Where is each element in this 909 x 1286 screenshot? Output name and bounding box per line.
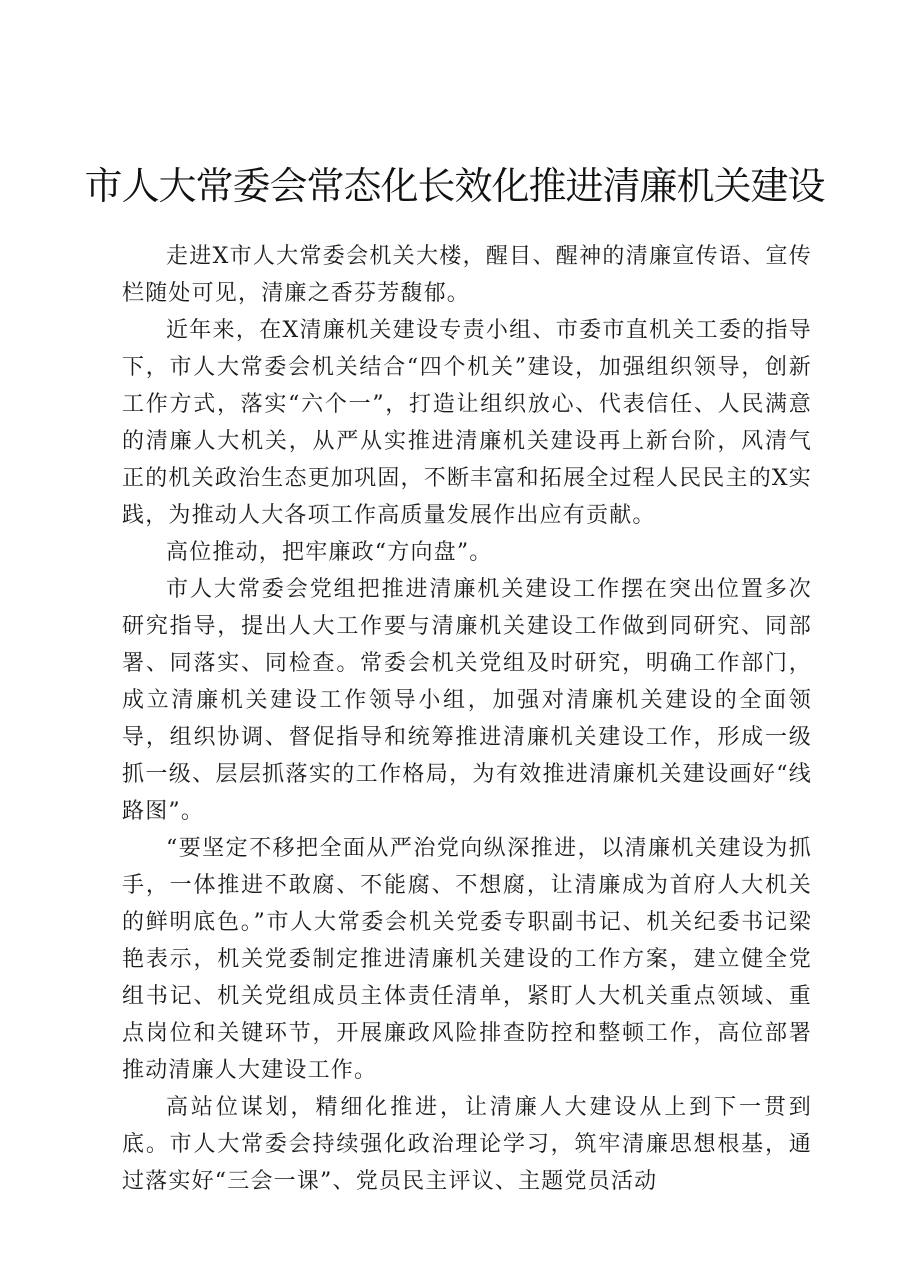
paragraph-overview: 近年来，在X清廉机关建设专责小组、市委市直机关工委的指导下，市人大常委会机关结合“四个机关”建设，加强组织领导，创新工作方式，落实“六个一”，打造让组织放心、代表信任、人民满意的清廉人大机关，从严从实推进清廉机关建设再上新台阶，风清气正的机关政治生态更加巩固，不断丰富和拓展全过程人民民主的X实践，为推动人大各项工作高质量发展作出应有贡献。 <box>122 318 812 528</box>
paragraph-planning: 高站位谋划，精细化推进，让清廉人大建设从上到下一贯到底。市人大常委会持续强化政治理论学习，筑牢清廉思想根基，通过落实好“三会一课”、党员民主评议、主题党员活动 <box>122 1095 812 1194</box>
paragraph-intro: 走进X市人大常委会机关大楼，醒目、醒神的清廉宣传语、宣传栏随处可见，清廉之香芬芳馥郁。 <box>122 244 812 306</box>
section-heading-direction: 高位推动，把牢廉政“方向盘”。 <box>166 540 493 565</box>
document-title: 市人大常委会常态化长效化推进清廉机关建设 <box>84 164 825 208</box>
document-body <box>122 238 812 1200</box>
paragraph-party-group: 市人大常委会党组把推进清廉机关建设工作摆在突出位置多次研究指导，提出人大工作要与清廉机关建设工作做到同研究、同部署、同落实、同检查。常委会机关党组及时研究，明确工作部门，成立清廉机关建设工作领导小组，加强对清廉机关建设的全面领导，组织协调、督促指导和统筹推进清廉机关建设工作，形成一级抓一级、层层抓落实的工作格局，为有效推进清廉机关建设画好“线路图”。 <box>122 577 812 824</box>
paragraph-quote: “要坚定不移把全面从严治党向纵深推进，以清廉机关建设为抓手，一体推进不敢腐、不能腐、不想腐，让清廉成为首府人大机关的鲜明底色。”市人大常委会机关党委专职副书记、机关纪委书记梁艳表示，机关党委制定推进清廉机关建设的工作方案，建立健全党组书记、机关党组成员主体责任清单，紧盯人大机关重点领域、重点岗位和关键环节，开展廉政风险排查防控和整顿工作，高位部署推动清廉人大建设工作。 <box>122 836 812 1083</box>
